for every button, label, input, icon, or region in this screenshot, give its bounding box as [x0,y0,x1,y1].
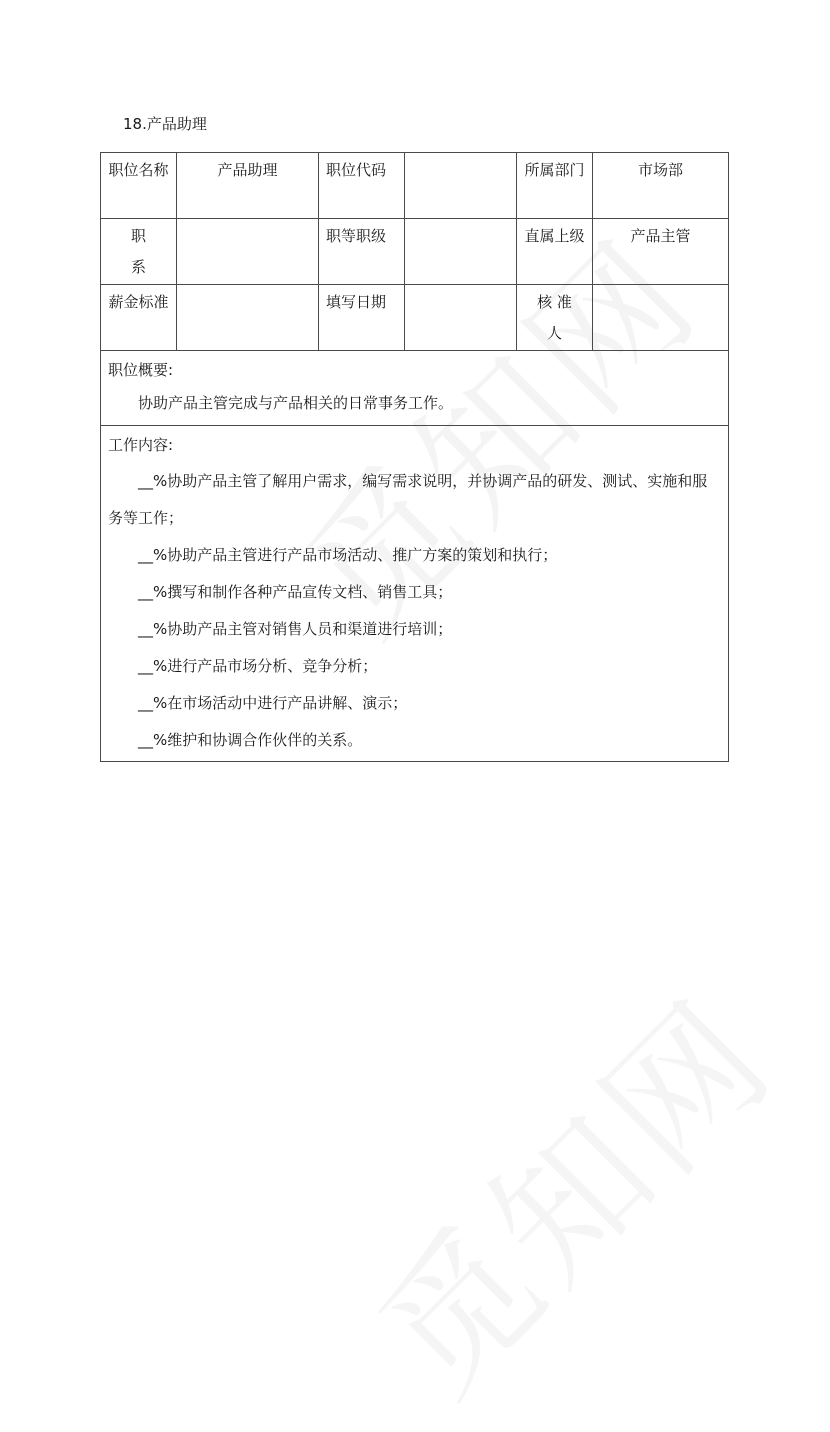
position-code-value [405,153,517,219]
table-row [101,153,729,219]
job-family-value [177,219,319,285]
approver-label: 核 准人 [517,285,593,351]
list-item: __%协助产品主管进行产品市场活动、推广方案的策划和执行； [138,546,558,564]
duties-heading: 工作内容: [108,436,174,454]
list-item: __%协助产品主管对销售人员和渠道进行培训； [138,620,453,638]
grade-value [405,219,517,285]
salary-label: 薪金标准 [101,285,177,351]
list-item: __%进行产品市场分析、竞争分析； [138,657,378,675]
fill-date-label: 填写日期 [319,285,405,351]
department-value: 市场部 [593,153,729,219]
position-code-label: 职位代码 [319,153,405,219]
table-row [101,285,729,351]
job-family-label: 职系 [101,219,177,285]
table-row [101,351,729,426]
summary-heading: 职位概要: [108,361,174,379]
list-item: __%撰写和制作各种产品宣传文档、销售工具； [138,583,453,601]
summary-section [101,351,729,426]
table-row [101,219,729,285]
list-item: __%维护和协调合作伙伴的关系。 [138,731,363,749]
position-name-label: 职位名称 [101,153,177,219]
page-title: 18.产品助理 [123,115,207,133]
approver-value [593,285,729,351]
summary-text: 协助产品主管完成与产品相关的日常事务工作。 [138,394,454,412]
department-label: 所属部门 [517,153,593,219]
list-item: __%在市场活动中进行产品讲解、演示； [138,694,408,712]
table-row [101,426,729,762]
job-description-table [100,152,729,762]
supervisor-label: 直属上级 [517,219,593,285]
position-name-value: 产品助理 [177,153,319,219]
watermark-bottom [323,944,811,1432]
fill-date-value [405,285,517,351]
duties-section [101,426,729,762]
salary-value [177,285,319,351]
supervisor-value: 产品主管 [593,219,729,285]
list-item: __%协助产品主管了解用户需求，编写需求说明，并协调产品的研发、测试、实施和服务等工作； [108,472,708,527]
grade-label: 职等职级 [319,219,405,285]
